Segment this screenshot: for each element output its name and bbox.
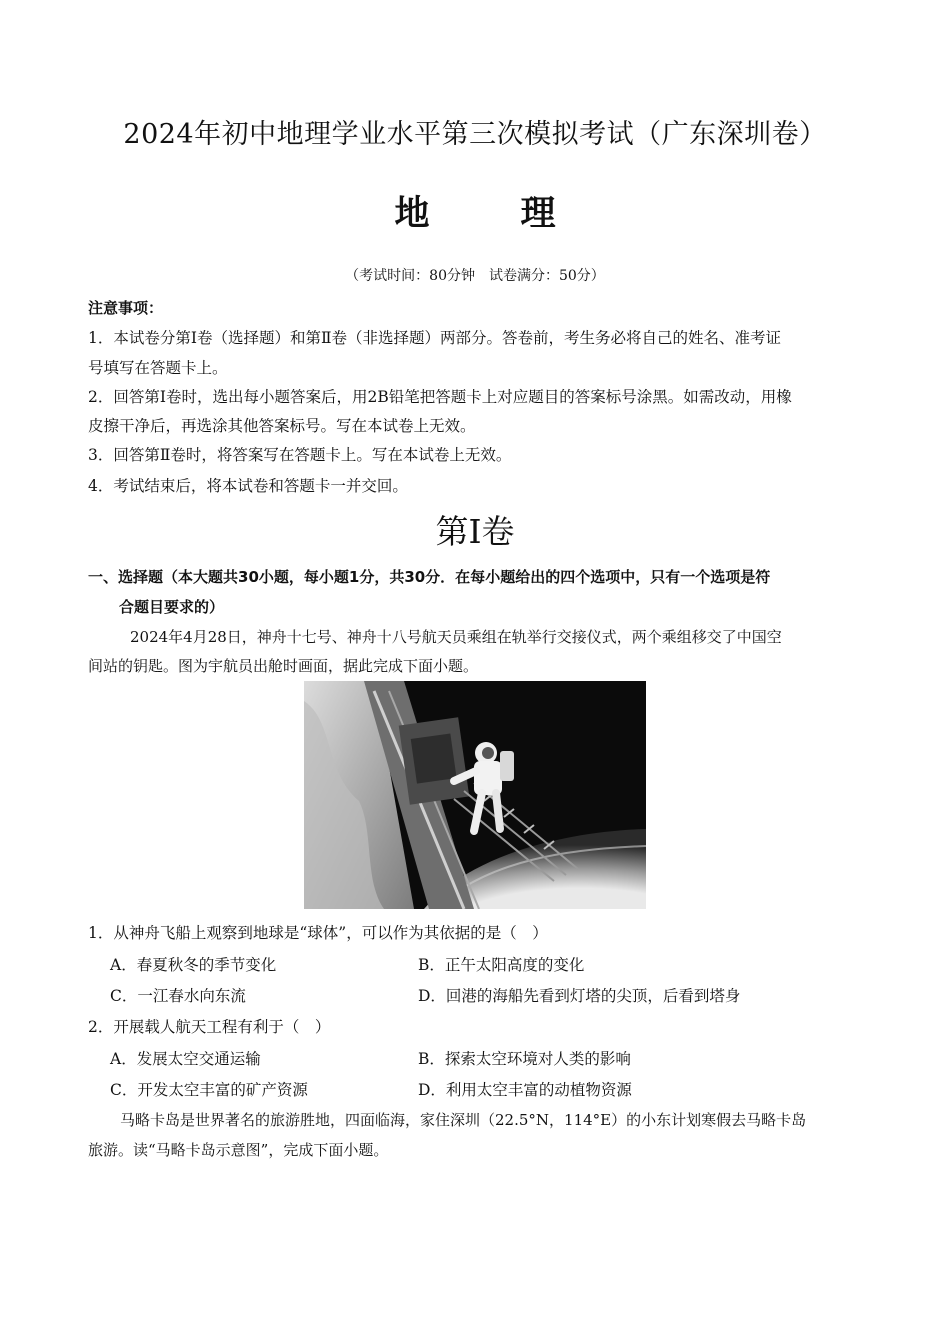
question-2-option-d: D．利用太空丰富的动植物资源 — [418, 1081, 632, 1099]
exam-info: （考试时间：80分钟 试卷满分：50分） — [345, 268, 605, 284]
notice-line: 号填写在答题卡上。 — [88, 359, 228, 377]
section-heading-cont: 合题目要求的） — [119, 598, 225, 616]
question-1-option-c: C．一江春水向东流 — [110, 987, 246, 1005]
astronaut-spacewalk-photo — [304, 681, 646, 909]
section-heading: 一、选择题（本大题共30小题，每小题1分，共30分．在每小题给出的四个选项中，只有一个选项是符 — [88, 568, 771, 586]
passage-line: 间站的钥匙。图为宇航员出舱时画面，据此完成下面小题。 — [88, 657, 479, 675]
spacewalk-illustration — [304, 681, 646, 909]
notice-line: 3．回答第Ⅱ卷时，将答案写在答题卡上。写在本试卷上无效。 — [88, 446, 512, 464]
question-2-option-a: A．发展太空交通运输 — [110, 1050, 261, 1068]
notice-line: 1．本试卷分第Ⅰ卷（选择题）和第Ⅱ卷（非选择题）两部分。答卷前，考生务必将自己的姓名、准考证 — [88, 329, 782, 347]
exam-title: 2024年初中地理学业水平第三次模拟考试（广东深圳卷） — [123, 119, 827, 150]
question-2-option-b: B．探索太空环境对人类的影响 — [418, 1050, 631, 1068]
notice-line: 4．考试结束后，将本试卷和答题卡一并交回。 — [88, 477, 408, 495]
passage-line: 马略卡岛是世界著名的旅游胜地，四面临海，家住深圳（22.5°N，114°E）的小东计划寒假去马略卡岛 — [120, 1111, 807, 1129]
notice-line: 2．回答第Ⅰ卷时，选出每小题答案后，用2B铅笔把答题卡上对应题目的答案标号涂黑。如需改动，用橡 — [88, 388, 792, 406]
passage-line: 2024年4月28日，神舟十七号、神舟十八号航天员乘组在轨举行交接仪式，两个乘组移交了中国空 — [130, 628, 782, 646]
subject-title: 地 理 — [394, 193, 584, 234]
question-2-option-c: C．开发太空丰富的矿产资源 — [110, 1081, 308, 1099]
question-1-option-d: D．回港的海船先看到灯塔的尖顶，后看到塔身 — [418, 987, 741, 1005]
section-title: 第Ⅰ卷 — [435, 512, 515, 551]
question-1-stem: 1．从神舟飞船上观察到地球是“球体”，可以作为其依据的是（ ） — [88, 924, 548, 942]
question-1-option-a: A．春夏秋冬的季节变化 — [110, 956, 277, 974]
notice-heading: 注意事项： — [88, 299, 164, 317]
question-1-option-b: B．正午太阳高度的变化 — [418, 956, 585, 974]
passage-line: 旅游。读“马略卡岛示意图”，完成下面小题。 — [88, 1141, 389, 1159]
question-2-stem: 2．开展载人航天工程有利于（ ） — [88, 1018, 331, 1036]
notice-line: 皮擦干净后，再选涂其他答案标号。写在本试卷上无效。 — [88, 417, 476, 435]
